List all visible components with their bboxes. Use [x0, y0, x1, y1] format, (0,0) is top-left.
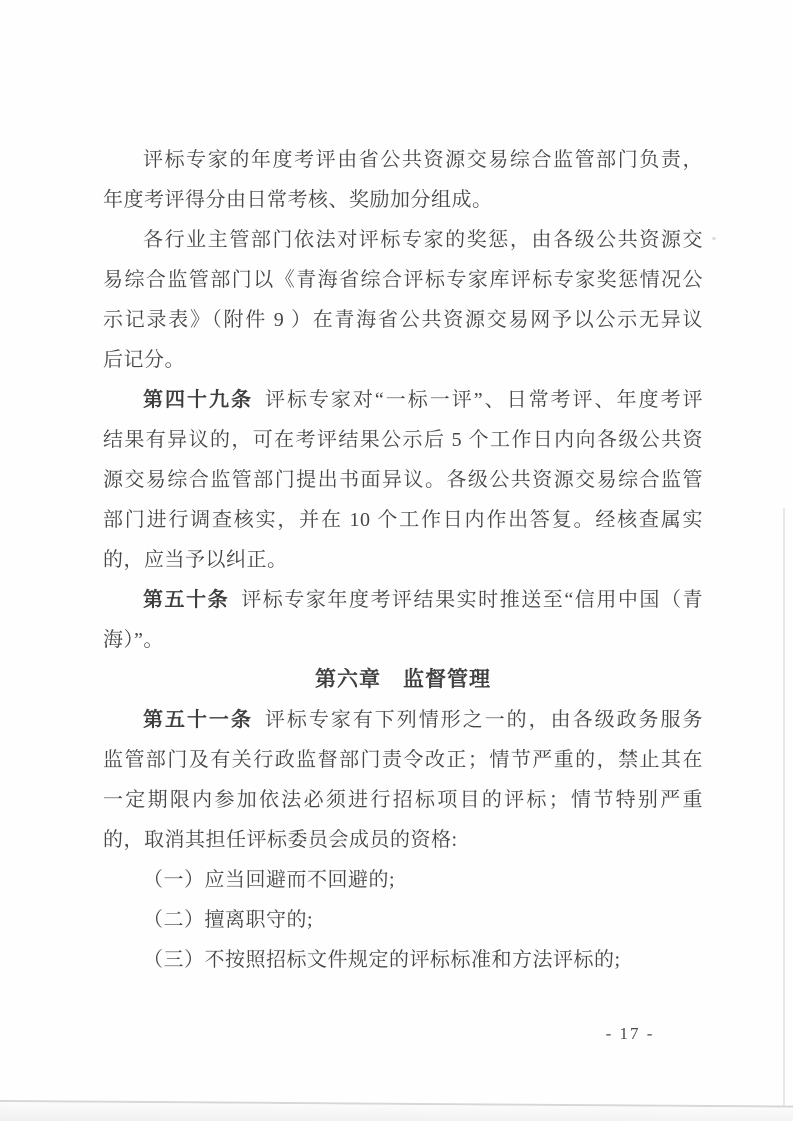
text-line: 监管部门及有关行政监督部门责令改正；情节严重的，禁止其在 — [103, 749, 703, 771]
list-item: （三）不按照招标文件规定的评标标准和方法评标的; — [143, 949, 621, 971]
chapter-heading: 第六章 监督管理 — [315, 668, 491, 691]
list-item: （一）应当回避而不回避的; — [143, 869, 396, 891]
text-line: 易综合监管部门以《青海省综合评标专家库评标专家奖惩情况公 — [103, 269, 703, 291]
text-line: 示记录表》（附件 9 ）在青海省公共资源交易网予以公示无异议 — [103, 309, 703, 331]
article-number: 第五十一条 — [143, 709, 253, 731]
text-line: 后记分。 — [103, 349, 185, 371]
list-item: （二）擅离职守的; — [143, 909, 314, 931]
document-body — [103, 140, 703, 980]
text-line — [103, 580, 703, 620]
text-line: 源交易综合监管部门提出书面异议。各级公共资源交易综合监管 — [103, 469, 703, 491]
text-line: 年度考评得分由日常考核、奖励加分组成。 — [103, 189, 493, 211]
page-edge-bottom — [0, 1100, 793, 1121]
text-line: 评标专家的年度考评由省公共资源交易综合监管部门负责， — [143, 149, 703, 171]
text-line — [103, 700, 703, 740]
line-text: 评标专家有下列情形之一的，由各级政务服务 — [264, 709, 703, 731]
text-line: 结果有异议的，可在考评结果公示后 5 个工作日内向各级公共资 — [103, 429, 703, 451]
line-text: 评标专家年度考评结果实时推送至“信用中国（青 — [241, 589, 703, 611]
text-line — [103, 380, 703, 420]
scan-speck — [712, 237, 716, 240]
article-number: 第五十条 — [143, 589, 230, 611]
text-line: 的，取消其担任评标委员会成员的资格: — [103, 829, 458, 851]
line-text: 评标专家对“一标一评”、日常考评、年度考评 — [264, 389, 703, 411]
text-line: 一定期限内参加依法必须进行招标项目的评标；情节特别严重 — [103, 789, 703, 811]
text-line: 海）”。 — [103, 629, 164, 651]
text-line: 各行业主管部门依法对评标专家的奖惩，由各级公共资源交 — [143, 229, 703, 251]
page-number: - 17 - — [605, 1024, 655, 1043]
page-edge-right — [783, 508, 785, 1108]
text-line: 的，应当予以纠正。 — [103, 549, 288, 571]
article-number: 第四十九条 — [143, 389, 253, 411]
text-line: 部门进行调查核实，并在 10 个工作日内作出答复。经核查属实 — [103, 509, 703, 531]
